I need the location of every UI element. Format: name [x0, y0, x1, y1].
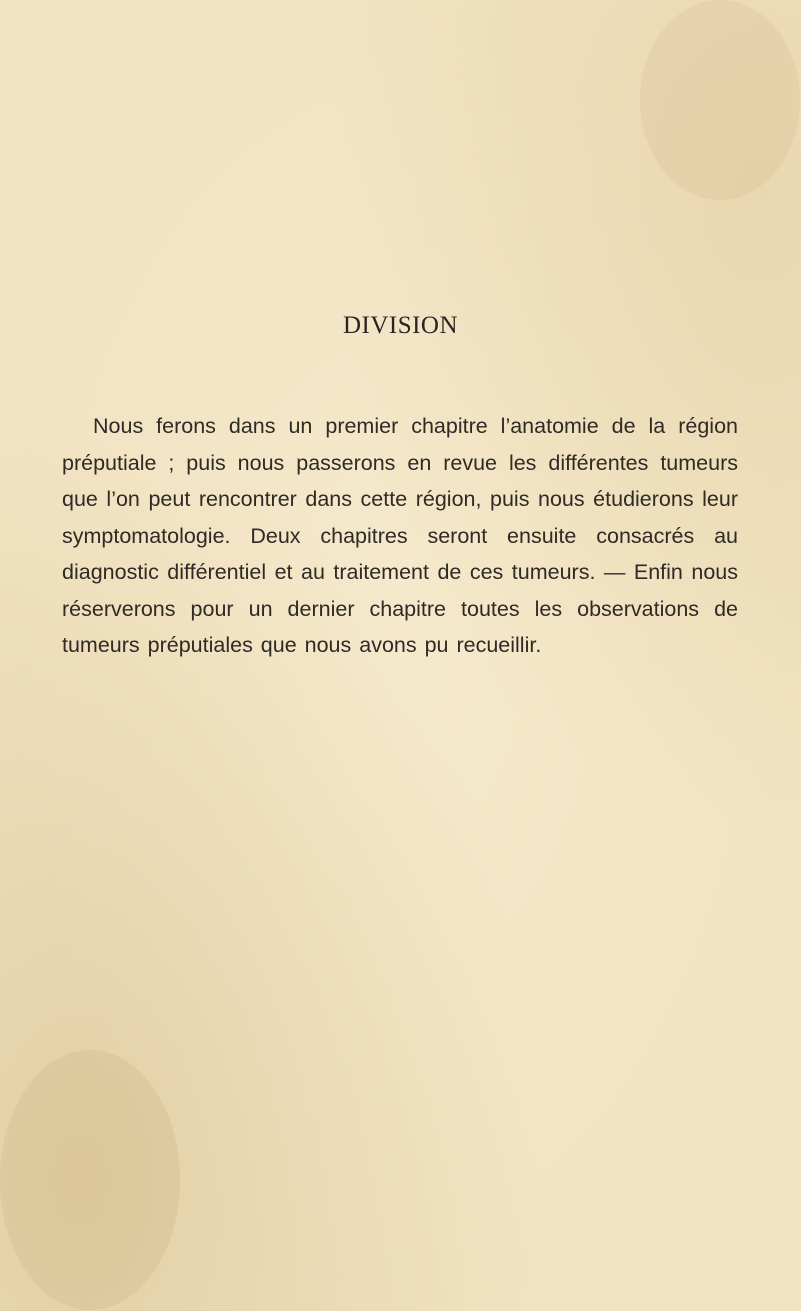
page-title: DIVISION — [342, 312, 459, 339]
paper-stain — [640, 0, 800, 200]
body-paragraph: Nous ferons dans un premier chapitre l’anatomie de la région préputiale ; puis nous passerons en revue les différentes tumeurs que l’on peut rencontrer dans cette région, puis nous étudierons leur symptomatologie. Deux chapitres seront ensuite consacrés au diagnostic différentiel et au traitement de ces tumeurs. — Enfin nous réserverons pour un dernier chapitre toutes les observations de tumeurs préputiales que nous avons pu recueillir. — [62, 414, 738, 657]
paper-stain — [0, 1050, 180, 1310]
